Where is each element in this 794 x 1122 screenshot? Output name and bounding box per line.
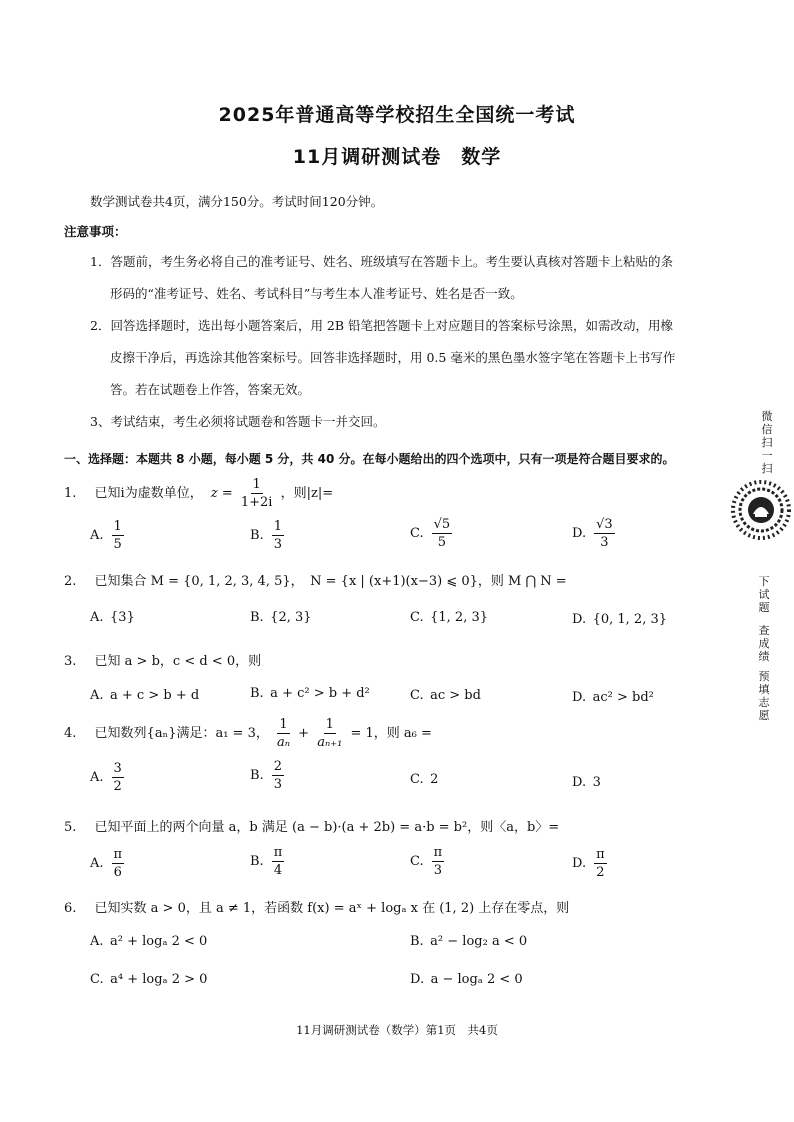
intro-text: 数学测试卷共4页，满分150分。考试时间120分钟。: [90, 194, 384, 209]
question-number: 6.: [64, 901, 77, 916]
option-d: D. $\frac{√3}{3}$: [572, 517, 613, 550]
question-stem-end: = 1，则 a₆ =: [350, 726, 432, 741]
note-1-line-2: 形码的“准考证号、姓名、考试科目”与考生本人准考证号、姓名是否一致。: [110, 286, 523, 301]
question-stem: 已知平面上的两个向量 a，b 满足 (a − b)·(a + 2b) = a·b = b²，则〈a，b〉=: [94, 820, 560, 835]
option-a: A. $\frac{\pi}{6}$: [90, 847, 123, 880]
option-d: D. ac² > bd²: [572, 690, 654, 705]
option-b: B. $\frac{1}{3}$: [250, 519, 282, 552]
option-b: B. $\frac{\pi}{4}$: [250, 845, 283, 878]
question-stem: 已知集合 M = {0, 1, 2, 3, 4, 5}， N = {x | (x+1)(x−3) ⩽ 0}，则 M ⋂ N =: [94, 574, 567, 589]
question-number: 2.: [64, 574, 77, 589]
option-a: A. {3}: [90, 610, 135, 625]
note-2-line-3: 答。若在试题卷上作答，答案无效。: [110, 382, 311, 397]
qr-code-icon[interactable]: [731, 480, 791, 540]
formula-fraction: $\frac{1}{\text{aₙ}}$: [277, 717, 291, 750]
question-stem: 已知 a > b，c < d < 0，则: [94, 654, 262, 669]
option-a: A. $\frac{3}{2}$: [90, 761, 122, 794]
note-2-line-2: 皮擦干净后，再选涂其他答案标号。回答非选择题时，用 0.5 毫米的黑色墨水签字笔在答题卡上书写作: [110, 350, 676, 365]
question-stem: 已知实数 a > 0，且 a ≠ 1，若函数 f(x) = aˣ + logₐ x 在 (1, 2) 上存在零点，则: [94, 901, 570, 916]
option-a: A. $\frac{1}{5}$: [90, 519, 122, 552]
option-d: D. {0, 1, 2, 3}: [572, 612, 668, 627]
question-number: 4.: [64, 726, 77, 741]
exam-title: 2025年普通高等学校招生全国统一考试: [218, 104, 576, 126]
question-1: [64, 478, 333, 509]
question-3: [64, 650, 261, 669]
option-c: C. $\frac{\pi}{3}$: [410, 845, 443, 878]
question-6: [64, 897, 569, 916]
note-1-line-1: 1．答题前，考生务必将自己的准考证号、姓名、班级填写在答题卡上。考生要认真核对答题卡上粘贴的条: [90, 254, 673, 269]
formula-fraction: $\frac{1}{\text{aₙ₊₁}}$: [317, 717, 343, 750]
option-b: B. $\frac{2}{3}$: [250, 759, 282, 792]
question-number: 3.: [64, 654, 77, 669]
formula-fraction: $\frac{1}{1+2i}$: [240, 477, 273, 510]
question-number: 5.: [64, 820, 77, 835]
option-b: B. {2, 3}: [250, 610, 312, 625]
option-c: C. 2: [410, 772, 439, 787]
sidebar-text-download: 下试题: [758, 575, 770, 614]
option-c: C. a⁴ + logₐ 2 > 0: [90, 972, 208, 987]
exam-subtitle: 11月调研测试卷 数学: [292, 146, 502, 168]
option-a: A. a + c > b + d: [90, 688, 200, 703]
question-4: 4. 已知数列{aₙ}满足：a₁ = 3， $\frac{1}{\text{aₙ}}$ + $\frac{1}{\text{aₙ₊₁}}$ = 1，则 a₆ =: [64, 717, 432, 750]
option-a: A. a² + logₐ 2 < 0: [90, 934, 208, 949]
option-c: C. {1, 2, 3}: [410, 610, 488, 625]
sidebar-scan-text: 微信扫一扫: [761, 410, 773, 475]
question-number: 1.: [64, 486, 77, 501]
sidebar-text-score: 查成绩: [758, 624, 770, 663]
option-d: D. $\frac{\pi}{2}$: [572, 847, 605, 880]
option-c: C. $\frac{√5}{5}$: [410, 517, 451, 550]
option-b: B. a + c² > b + d²: [250, 686, 370, 701]
question-stem-end: ，则|z|=: [280, 486, 334, 501]
page-footer: 11月调研测试卷（数学）第1页 共4页: [296, 1023, 498, 1037]
note-3: 3、考试结束，考生必须将试题卷和答题卡一并交回。: [90, 414, 386, 429]
notes-heading: 注意事项：: [64, 224, 127, 239]
question-stem: 已知数列{aₙ}满足：a₁ = 3，: [94, 726, 269, 741]
sidebar-text-apply: 预填志愿: [758, 670, 770, 722]
option-b: B. a² − log₂ a < 0: [410, 934, 528, 949]
note-2-line-1: 2．回答选择题时，选出每小题答案后，用 2B 铅笔把答题卡上对应题目的答案标号涂黑，如需改动，用橡: [90, 318, 674, 333]
section-heading: 一、选择题：本题共 8 小题，每小题 5 分，共 40 分。在每小题给出的四个选项中，只有一项是符合题目要求的。: [64, 452, 675, 466]
question-5: [64, 816, 559, 835]
question-2: [64, 570, 567, 589]
question-stem: 已知i为虚数单位，: [94, 486, 203, 501]
option-d: D. 3: [572, 775, 601, 790]
formula: z =: [210, 486, 233, 501]
option-d: D. a − logₐ 2 < 0: [410, 972, 523, 987]
option-c: C. ac > bd: [410, 688, 481, 703]
